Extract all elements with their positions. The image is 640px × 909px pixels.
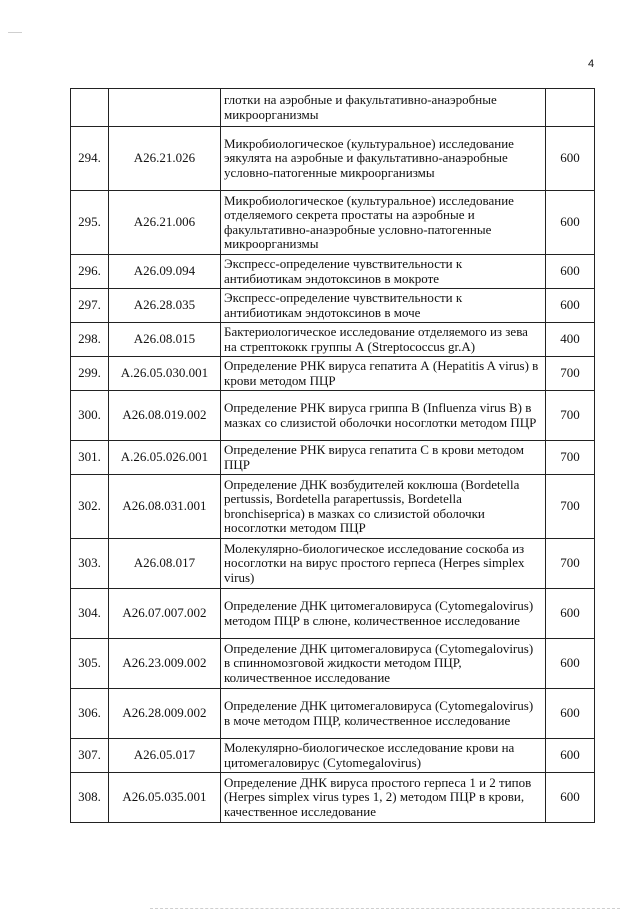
table-row (71, 441, 595, 475)
service-price: 600 (546, 255, 595, 289)
service-name: глотки на аэробные и факультативно-анаэробные микроорганизмы (221, 89, 546, 127)
row-number: 303. (71, 539, 109, 589)
table-row (71, 639, 595, 689)
service-code (109, 89, 221, 127)
service-code: A.26.05.026.001 (109, 441, 221, 475)
service-code: A26.21.006 (109, 191, 221, 255)
table-row (71, 689, 595, 739)
row-number: 301. (71, 441, 109, 475)
table-row (71, 739, 595, 773)
table-row (71, 475, 595, 539)
service-name: Определение ДНК возбудителей коклюша (Bordetella pertussis, Bordetella parapertussis, Bordetella bronchiseprica) в мазках со слизистой оболочки носоглотки методом ПЦР (221, 475, 546, 539)
service-price: 600 (546, 739, 595, 773)
row-number: 298. (71, 323, 109, 357)
service-price (546, 89, 595, 127)
row-number: 302. (71, 475, 109, 539)
page-number: 4 (588, 58, 595, 70)
service-name: Микробиологическое (культуральное) исследование отделяемого секрета простаты на аэробные и факультативно-анаэробные условно-патогенные микроорганизмы (221, 191, 546, 255)
service-price: 700 (546, 475, 595, 539)
service-price: 600 (546, 689, 595, 739)
service-price: 400 (546, 323, 595, 357)
service-price: 700 (546, 357, 595, 391)
service-code: A26.28.009.002 (109, 689, 221, 739)
table-row (71, 391, 595, 441)
service-code: A26.08.031.001 (109, 475, 221, 539)
row-number: 297. (71, 289, 109, 323)
table-row (71, 255, 595, 289)
service-price: 600 (546, 639, 595, 689)
table-row (71, 89, 595, 127)
table-row (71, 127, 595, 191)
service-name: Молекулярно-биологическое исследование соскоба из носоглотки на вирус простого герпеса (Herpes simplex virus) (221, 539, 546, 589)
service-code: A26.08.017 (109, 539, 221, 589)
row-number: 295. (71, 191, 109, 255)
service-code: A26.05.035.001 (109, 773, 221, 823)
service-name: Молекулярно-биологическое исследование крови на цитомегаловирус (Cytomegalovirus) (221, 739, 546, 773)
service-code: A26.08.019.002 (109, 391, 221, 441)
service-name: Экспресс-определение чувствительности к антибиотикам эндотоксинов в мокроте (221, 255, 546, 289)
row-number: 308. (71, 773, 109, 823)
service-name: Экспресс-определение чувствительности к антибиотикам эндотоксинов в моче (221, 289, 546, 323)
service-code: A26.21.026 (109, 127, 221, 191)
service-price: 600 (546, 191, 595, 255)
row-number: 305. (71, 639, 109, 689)
service-code: A26.07.007.002 (109, 589, 221, 639)
price-table-body (71, 89, 595, 823)
service-name: Определение РНК вируса гепатита С в крови методом ПЦР (221, 441, 546, 475)
service-price: 700 (546, 441, 595, 475)
service-code: A26.28.035 (109, 289, 221, 323)
service-code: A.26.05.030.001 (109, 357, 221, 391)
scan-mark (8, 32, 22, 33)
service-name: Определение РНК вируса гепатита А (Hepatitis A virus) в крови методом ПЦР (221, 357, 546, 391)
table-row (71, 539, 595, 589)
row-number: 300. (71, 391, 109, 441)
service-code: A26.09.094 (109, 255, 221, 289)
service-price: 700 (546, 539, 595, 589)
service-code: A26.23.009.002 (109, 639, 221, 689)
table-row (71, 357, 595, 391)
service-code: A26.05.017 (109, 739, 221, 773)
service-name: Определение ДНК цитомегаловируса (Cytomegalovirus) методом ПЦР в слюне, количественное исследование (221, 589, 546, 639)
service-name: Определение ДНК цитомегаловируса (Cytomegalovirus) в спинномозговой жидкости методом ПЦР, количественное исследование (221, 639, 546, 689)
service-price: 600 (546, 589, 595, 639)
service-name: Микробиологическое (культуральное) исследование эякулята на аэробные и факультативно-анаэробные условно-патогенные микроорганизмы (221, 127, 546, 191)
row-number: 306. (71, 689, 109, 739)
row-number: 307. (71, 739, 109, 773)
table-row (71, 773, 595, 823)
row-number: 296. (71, 255, 109, 289)
table-row (71, 191, 595, 255)
table-row (71, 589, 595, 639)
service-price: 600 (546, 773, 595, 823)
price-table (70, 88, 595, 823)
table-row (71, 323, 595, 357)
service-name: Бактериологическое исследование отделяемого из зева на стрептококк группы А (Streptococcus gr.A) (221, 323, 546, 357)
service-name: Определение ДНК цитомегаловируса (Cytomegalovirus) в моче методом ПЦР, количественное исследование (221, 689, 546, 739)
service-name: Определение РНК вируса гриппа В (Influenza virus B) в мазках со слизистой оболочки носоглотки методом ПЦР (221, 391, 546, 441)
row-number: 294. (71, 127, 109, 191)
service-name: Определение ДНК вируса простого герпеса 1 и 2 типов (Herpes simplex virus types 1, 2) методом ПЦР в крови, качественное исследование (221, 773, 546, 823)
service-price: 600 (546, 289, 595, 323)
service-price: 700 (546, 391, 595, 441)
row-number: 299. (71, 357, 109, 391)
service-price: 600 (546, 127, 595, 191)
service-code: A26.08.015 (109, 323, 221, 357)
row-number: 304. (71, 589, 109, 639)
row-number (71, 89, 109, 127)
table-row (71, 289, 595, 323)
